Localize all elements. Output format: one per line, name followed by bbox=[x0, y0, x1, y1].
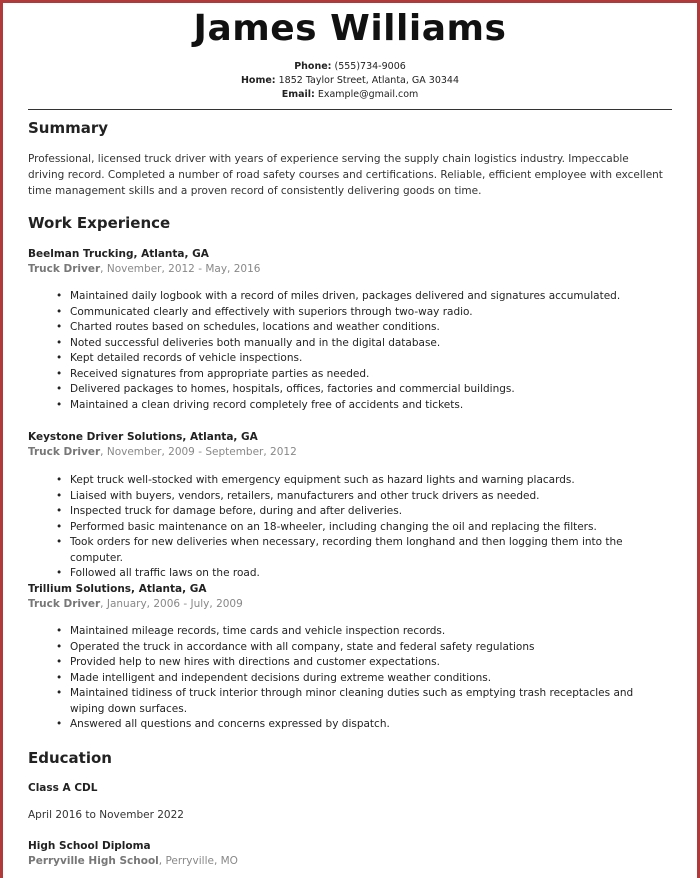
education-heading: Education bbox=[28, 749, 112, 767]
education-item bbox=[28, 781, 97, 796]
bullet-item: • Operated the truck in accordance with all company, state and federal safety regulations bbox=[70, 640, 670, 656]
job-entry bbox=[28, 430, 297, 460]
job-dates: , November, 2009 - September, 2012 bbox=[100, 446, 297, 458]
job-bullets bbox=[70, 473, 670, 582]
bullet-item: • Maintained daily logbook with a record of miles driven, packages delivered and signatures accumulated. bbox=[70, 289, 670, 305]
education-title: Class A CDL bbox=[28, 782, 98, 794]
email-line bbox=[28, 88, 672, 102]
bullet-item: • Followed all traffic laws on the road. bbox=[70, 566, 670, 582]
education-school bbox=[28, 854, 238, 869]
phone-line bbox=[28, 60, 672, 74]
bullet-item: • Maintained a clean driving record completely free of accidents and tickets. bbox=[70, 398, 670, 414]
job-company: Trillium Solutions, Atlanta, GA bbox=[28, 583, 207, 595]
education-dates: April 2016 to November 2022 bbox=[28, 809, 184, 821]
bullet-item: • Kept detailed records of vehicle inspections. bbox=[70, 351, 670, 367]
bullet-item: • Noted successful deliveries both manually and in the digital database. bbox=[70, 336, 670, 352]
email-label: Email: bbox=[281, 89, 315, 100]
home-label: Home: bbox=[240, 75, 276, 86]
home-line bbox=[28, 74, 672, 88]
summary-heading: Summary bbox=[28, 119, 109, 137]
bullet-item: • Answered all questions and concerns expressed by dispatch. bbox=[70, 717, 670, 733]
resume-page bbox=[28, 0, 672, 867]
home-value: 1852 Taylor Street, Atlanta, GA 30344 bbox=[278, 75, 460, 86]
job-company: Keystone Driver Solutions, Atlanta, GA bbox=[28, 431, 258, 443]
bullet-item: • Communicated clearly and effectively with superiors through two-way radio. bbox=[70, 305, 670, 321]
job-role bbox=[28, 262, 260, 277]
summary-text: Professional, licensed truck driver with years of experience serving the supply chain logistics industry. Impeccable driving record. Completed a number of road safety courses and certifications. Reliable, efficient employee with excellent time management skills and a proven record of consistently delivering goods on time. bbox=[28, 153, 663, 197]
job-bullets bbox=[70, 624, 670, 733]
bullet-item: • Kept truck well-stocked with emergency equipment such as hazard lights and warning placards. bbox=[70, 473, 670, 489]
school-name: Perryville High School bbox=[28, 855, 159, 867]
job-title: Truck Driver bbox=[28, 263, 101, 275]
bullet-item: • Took orders for new deliveries when necessary, recording them longhand and then logging them into the computer. bbox=[70, 535, 670, 566]
education-item bbox=[28, 839, 238, 869]
job-entry bbox=[28, 582, 243, 612]
header-divider bbox=[28, 109, 672, 110]
bullet-item: • Charted routes based on schedules, locations and weather conditions. bbox=[70, 320, 670, 336]
school-location: , Perryville, MO bbox=[158, 855, 238, 867]
job-entry bbox=[28, 247, 260, 277]
job-role bbox=[28, 597, 243, 612]
job-dates: , January, 2006 - July, 2009 bbox=[100, 598, 243, 610]
email-value: Example@gmail.com bbox=[317, 89, 419, 100]
bullet-item: • Performed basic maintenance on an 18-wheeler, including changing the oil and replacing the filters. bbox=[70, 520, 670, 536]
job-role bbox=[28, 445, 297, 460]
work-experience-heading: Work Experience bbox=[28, 214, 171, 232]
bullet-item: • Made intelligent and independent decisions during extreme weather conditions. bbox=[70, 671, 670, 687]
education-dates-block bbox=[28, 808, 184, 823]
bullet-item: • Liaised with buyers, vendors, retailers, manufacturers and other truck drivers as needed. bbox=[70, 489, 670, 505]
education-title: High School Diploma bbox=[28, 840, 151, 852]
job-company: Beelman Trucking, Atlanta, GA bbox=[28, 248, 209, 260]
bullet-item: • Provided help to new hires with directions and customer expectations. bbox=[70, 655, 670, 671]
phone-label: Phone: bbox=[294, 61, 332, 72]
bullet-item: • Maintained tidiness of truck interior through minor cleaning duties such as emptying trash receptacles and wiping down surfaces. bbox=[70, 686, 670, 717]
bullet-item: • Delivered packages to homes, hospitals, offices, factories and commercial buildings. bbox=[70, 382, 670, 398]
job-title: Truck Driver bbox=[28, 598, 101, 610]
bullet-item: • Inspected truck for damage before, during and after deliveries. bbox=[70, 504, 670, 520]
job-bullets bbox=[70, 289, 670, 413]
job-dates: , November, 2012 - May, 2016 bbox=[100, 263, 261, 275]
job-title: Truck Driver bbox=[28, 446, 101, 458]
contact-block bbox=[28, 60, 672, 102]
phone-value: (555)734-9006 bbox=[334, 61, 406, 72]
candidate-name: James Williams bbox=[193, 8, 507, 49]
bullet-item: • Maintained mileage records, time cards and vehicle inspection records. bbox=[70, 624, 670, 640]
bullet-item: • Received signatures from appropriate parties as needed. bbox=[70, 367, 670, 383]
